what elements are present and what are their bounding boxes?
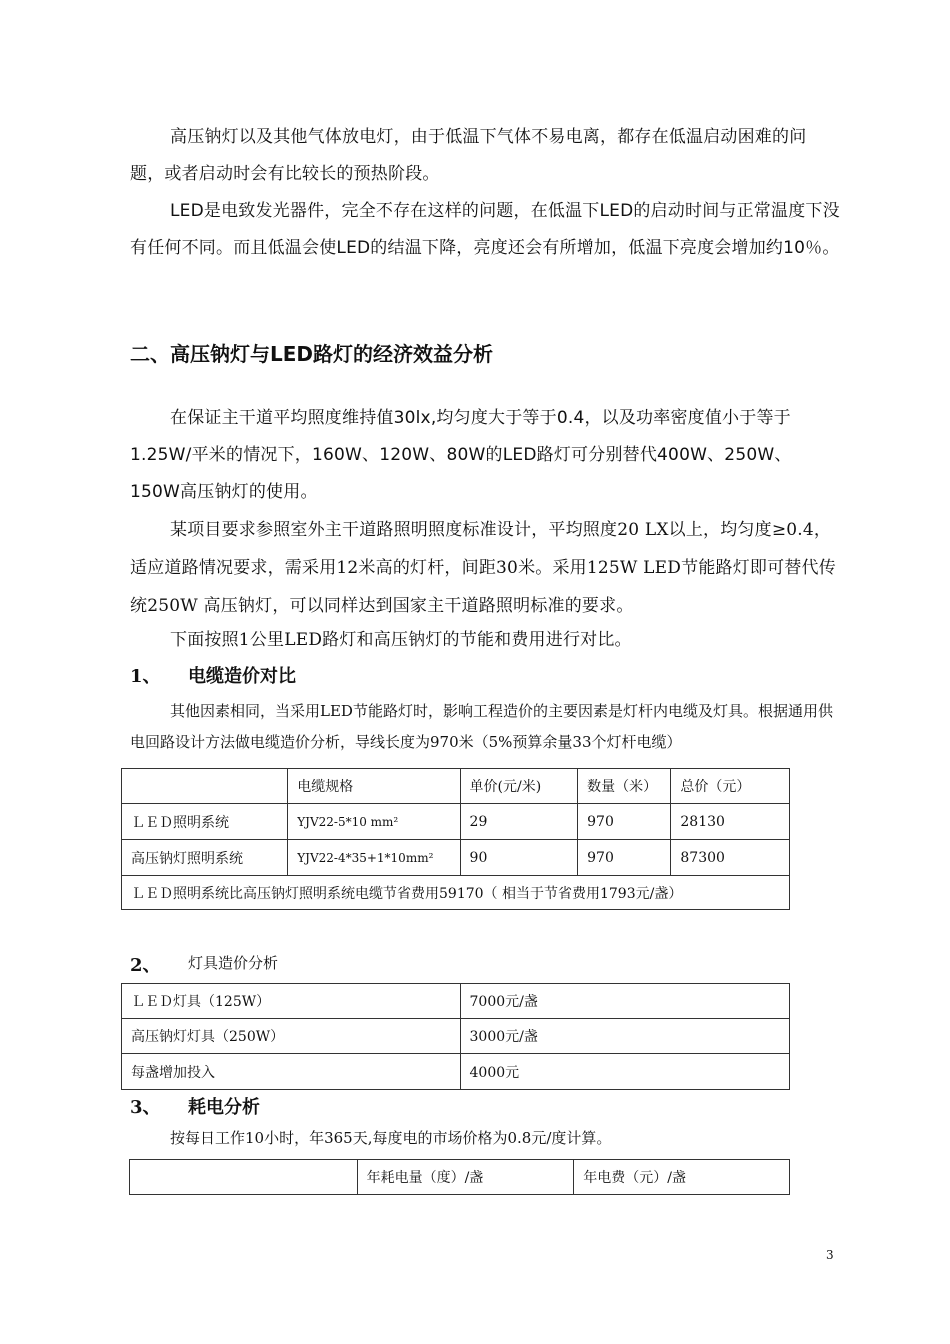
subsection-3-description: 按每日工作10小时，年365天,每度电的市场价格为0.8元/度计算。 <box>170 1129 612 1147</box>
fixture-cost-table <box>121 983 790 1090</box>
table-cell: ＬＥＤ照明系统 <box>122 804 288 840</box>
cable-cost-table <box>121 768 790 910</box>
table-header-cell: 年电费（元）/盏 <box>574 1160 790 1195</box>
table-cell: 高压钠灯灯具（250W） <box>122 1019 461 1054</box>
table-header-cell: 电缆规格 <box>288 769 460 804</box>
intro-paragraph-2: LED是电致发光器件，完全不存在这样的问题，在低温下LED的启动时间与正常温度下没有任何不同。而且低温会使LED的结温下降，亮度还会有所增加，低温下亮度会增加约10％。 <box>130 201 840 258</box>
intro-paragraph-1: 高压钠灯以及其他气体放电灯，由于低温下气体不易电离，都存在低温启动困难的问题，或者启动时会有比较长的预热阶段。 <box>130 127 807 184</box>
table-row <box>122 1054 790 1090</box>
subsection-1-number: 1、 <box>130 666 161 687</box>
table-header-cell: 单价(元/米) <box>460 769 578 804</box>
table-summary-cell: ＬＥＤ照明系统比高压钠灯照明系统电缆节省费用59170（ 相当于节省费用1793元/盏） <box>122 876 790 910</box>
table-header-row <box>122 769 790 804</box>
table-row <box>122 840 790 876</box>
table-cell: 7000元/盏 <box>460 984 789 1019</box>
power-consumption-table <box>129 1159 790 1195</box>
table-header-cell: 年耗电量（度）/盏 <box>357 1160 574 1195</box>
section-paragraph-3: 下面按照1公里LED路灯和高压钠灯的节能和费用进行对比。 <box>170 630 632 650</box>
table-cell: 高压钠灯照明系统 <box>122 840 288 876</box>
table-cell: 90 <box>460 840 578 876</box>
table-summary-row <box>122 876 790 910</box>
subsection-1-description: 其他因素相同，当采用LED节能路灯时，影响工程造价的主要因素是灯杆内电缆及灯具。根据通用供电回路设计方法做电缆造价分析，导线长度为970米（5%预算余量33个灯杆电缆） <box>130 702 833 751</box>
table-cell: 970 <box>578 804 671 840</box>
section-paragraph-1: 在保证主干道平均照度维持值30lx,均匀度大于等于0.4，以及功率密度值小于等于1.25W/平米的情况下，160W、120W、80W的LED路灯可分别替代400W、250W、150W高压钠灯的使用。 <box>130 408 792 502</box>
table-cell: 3000元/盏 <box>460 1019 789 1054</box>
table-cell: 4000元 <box>460 1054 789 1090</box>
section-heading: 二、高压钠灯与LED路灯的经济效益分析 <box>130 342 494 366</box>
table-header-cell: 数量（米） <box>578 769 671 804</box>
table-cell: 每盏增加投入 <box>122 1054 461 1090</box>
subsection-2-number: 2、 <box>130 955 161 976</box>
table-cell: 28130 <box>671 804 790 840</box>
table-cell: 87300 <box>671 840 790 876</box>
table-cell: YJV22-4*35+1*10mm² <box>288 840 460 876</box>
subsection-1-title: 电缆造价对比 <box>188 666 296 687</box>
table-header-cell: 总价（元） <box>671 769 790 804</box>
table-row <box>122 984 790 1019</box>
table-cell: 29 <box>460 804 578 840</box>
table-cell: ＬＥＤ灯具（125W） <box>122 984 461 1019</box>
table-row <box>122 804 790 840</box>
table-header-row <box>130 1160 790 1195</box>
section-paragraph-2: 某项目要求参照室外主干道路照明照度标准设计，平均照度20 LX以上，均匀度≥0.4，适应道路情况要求，需采用12米高的灯杆，间距30米。采用125W LED节能路灯即可替代传统250W 高压钠灯，可以同样达到国家主干道路照明标准的要求。 <box>130 520 836 616</box>
table-cell: 970 <box>578 840 671 876</box>
page-number: 3 <box>826 1248 834 1262</box>
subsection-2-title: 灯具造价分析 <box>188 954 279 972</box>
table-row <box>122 1019 790 1054</box>
subsection-3-number: 3、 <box>130 1097 161 1118</box>
table-header-cell <box>122 769 288 804</box>
table-cell: YJV22-5*10 mm² <box>288 804 460 840</box>
table-header-cell <box>130 1160 358 1195</box>
subsection-3-title: 耗电分析 <box>188 1097 260 1118</box>
